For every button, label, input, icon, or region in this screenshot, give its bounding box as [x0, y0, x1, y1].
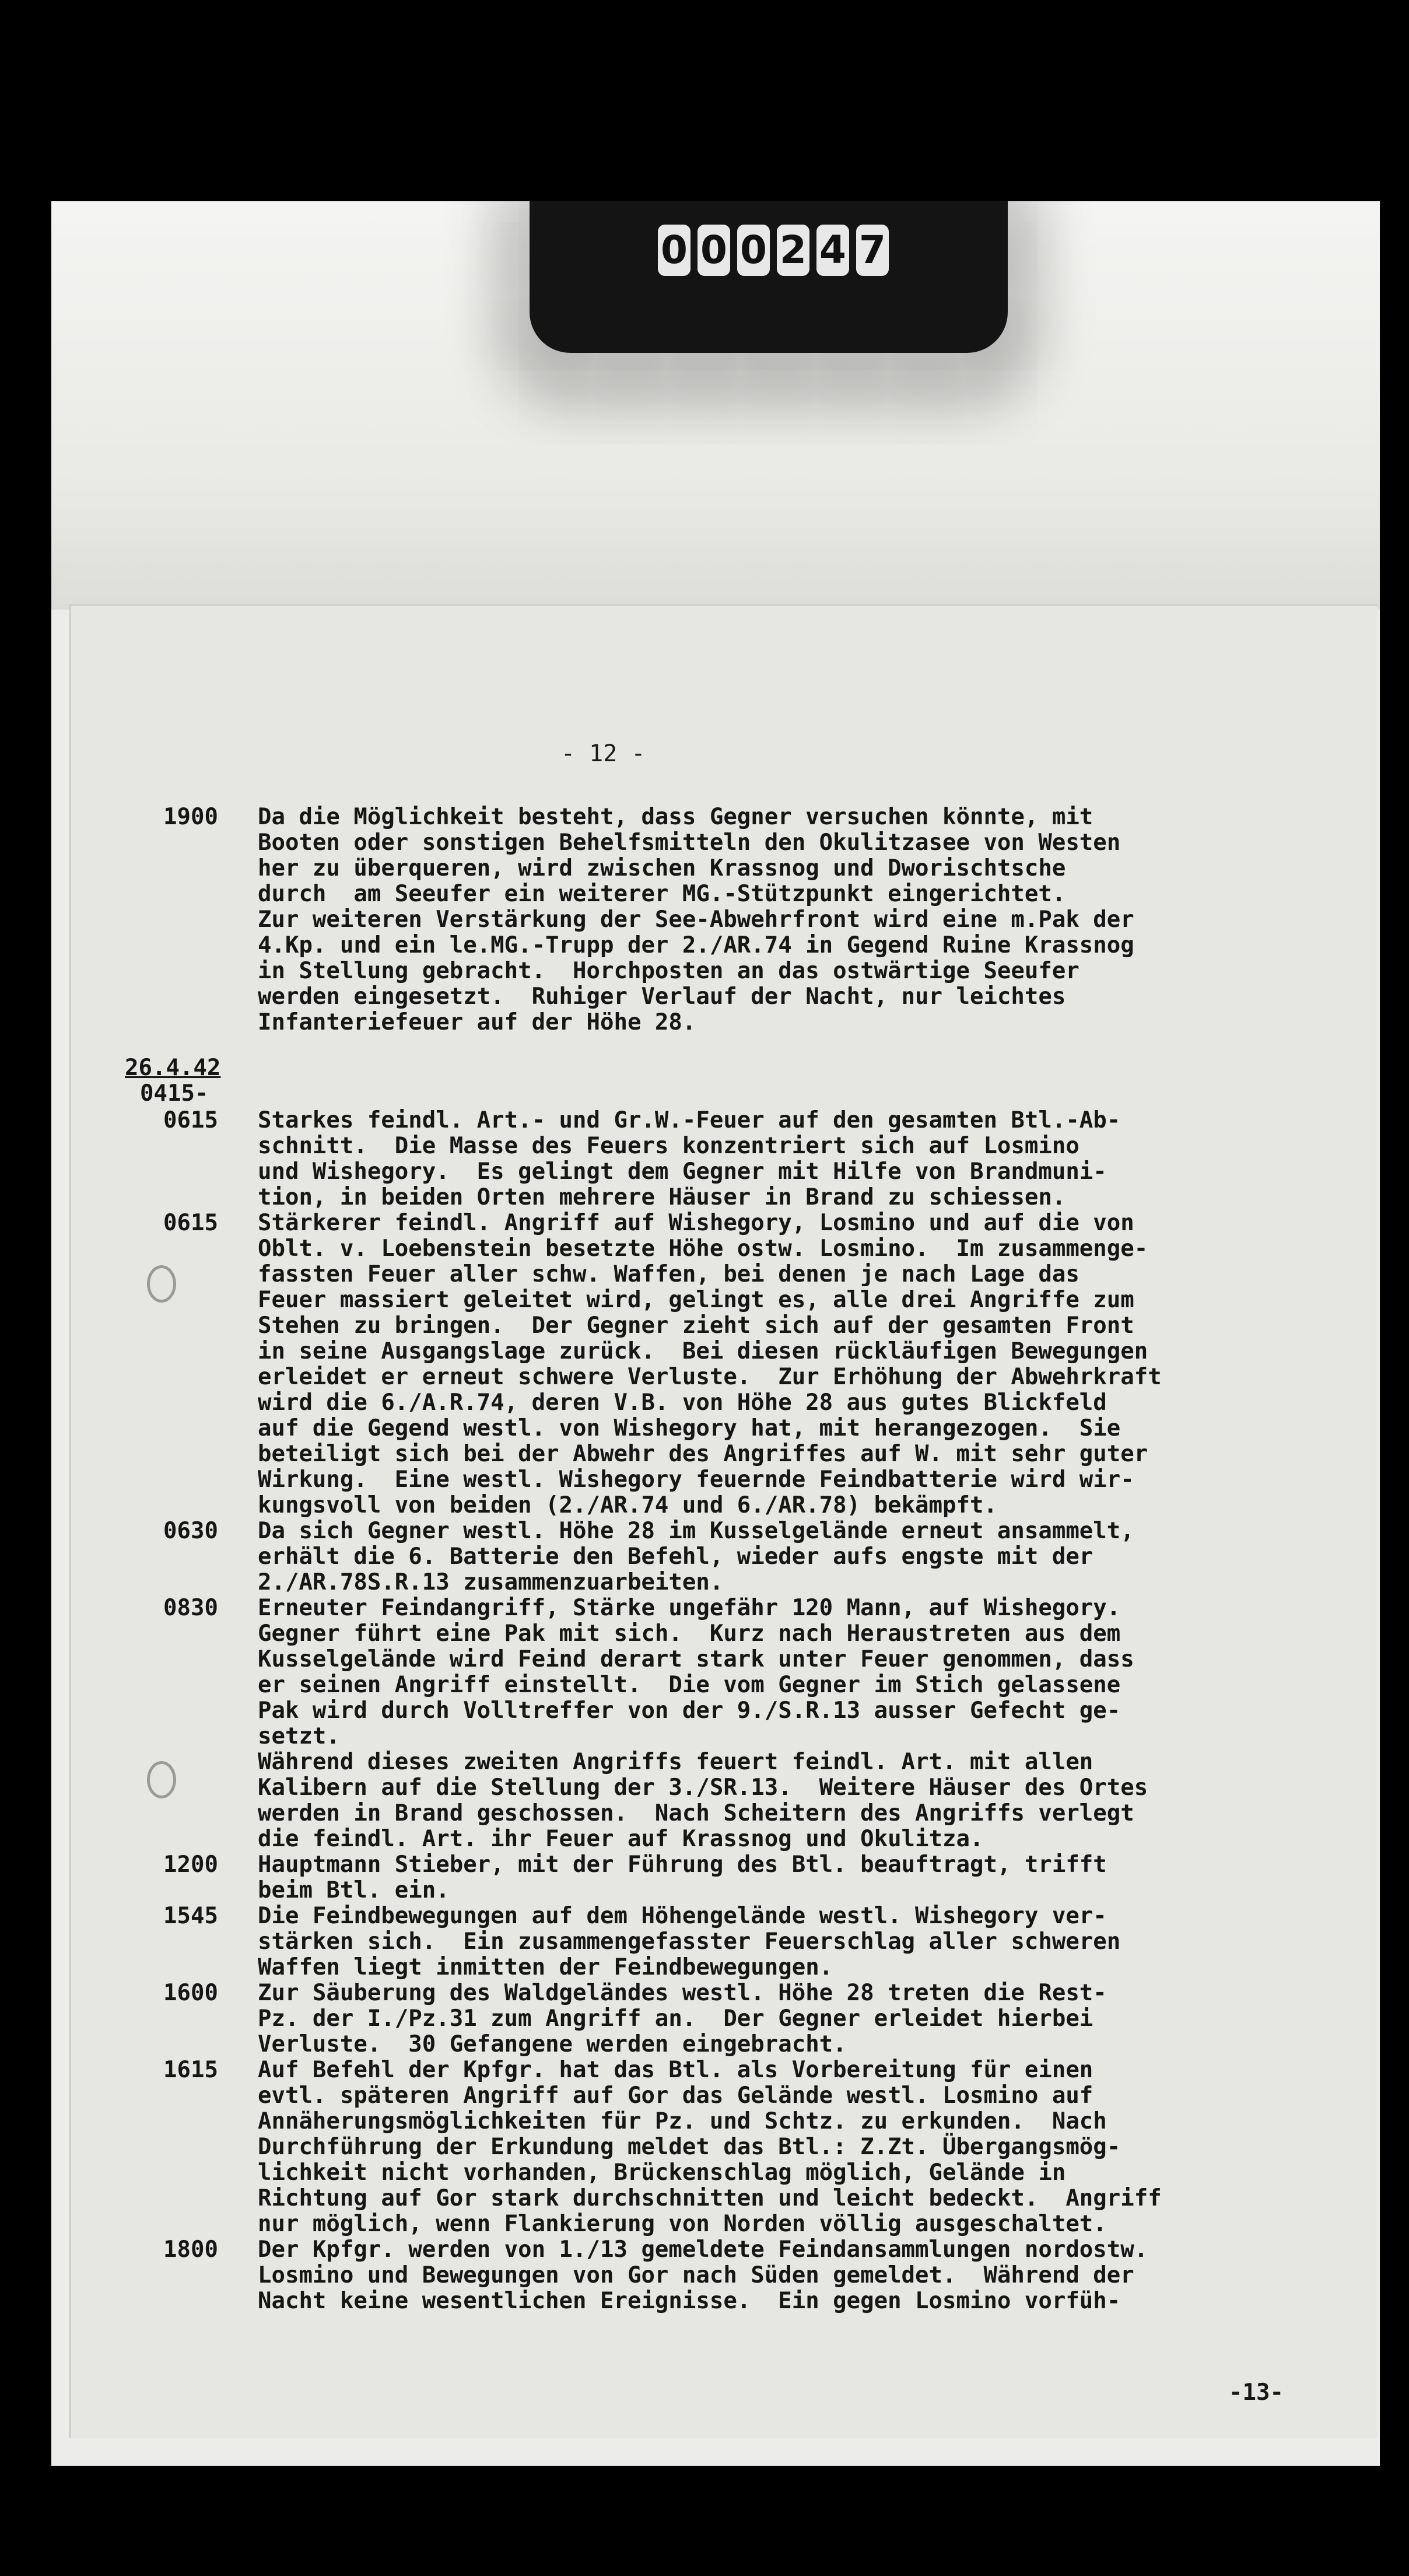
counter-digit: 2 [777, 225, 809, 276]
document-line [71, 1236, 1378, 1262]
document-line [71, 1518, 1378, 1544]
document-line [71, 1313, 1378, 1339]
line-text: Zur weiteren Verstärkung der See-Abwehrfront wird eine m.Pak der [258, 907, 1134, 933]
line-text: Auf Befehl der Kpfgr. hat das Btl. als Vorbereitung für einen [258, 2057, 1093, 2083]
document-line [71, 1749, 1378, 1775]
line-text: Kusselgelände wird Feind derart stark unter Feuer genommen, dass [258, 1646, 1134, 1672]
line-text: Der Kpfgr. werden von 1./13 gemeldete Feindansammlungen nordostw. [258, 2236, 1148, 2263]
document-line [71, 1287, 1378, 1313]
line-text: die feindl. Art. ihr Feuer auf Krassnog und Okulitza. [258, 1826, 984, 1852]
document-line [71, 2083, 1378, 2109]
section-gap [71, 1035, 1378, 1055]
counter-digit: 4 [816, 225, 849, 276]
document-line [71, 1878, 1378, 1903]
document-line [71, 2160, 1378, 2186]
entry-time: 0615 [163, 1210, 218, 1236]
date-entry [71, 1055, 1378, 1108]
document-line [71, 907, 1378, 933]
line-text: werden eingesetzt. Ruhiger Verlauf der Nacht, nur leichtes [258, 984, 1066, 1010]
document-line [71, 1929, 1378, 1955]
line-text: Hauptmann Stieber, mit der Führung des Btl. beauftragt, trifft [258, 1852, 1107, 1878]
document-line [71, 1647, 1378, 1672]
entry-time: 1900 [163, 804, 218, 830]
line-text: erleidet er erneut schwere Verluste. Zur Erhöhung der Abwehrkraft [258, 1364, 1162, 1390]
line-text: er seinen Angriff einstellt. Die vom Gegner im Stich gelassene [258, 1672, 1121, 1698]
document-line [71, 1595, 1378, 1621]
counter-digit: 0 [698, 225, 730, 276]
line-text: Da die Möglichkeit besteht, dass Gegner versuchen könnte, mit [258, 804, 1093, 830]
document-line [71, 1364, 1378, 1390]
document-line [71, 1852, 1378, 1878]
entry-time: 1200 [163, 1852, 218, 1878]
document-line [71, 1775, 1378, 1801]
document-line [71, 1108, 1378, 1133]
line-text: Pz. der I./Pz.31 zum Angriff an. Der Gegner erleidet hierbei [258, 2006, 1093, 2032]
line-text: Losmino und Bewegungen von Gor nach Süden gemeldet. Während der [258, 2262, 1134, 2288]
line-text: kungsvoll von beiden (2./AR.74 und 6./AR.78) bekämpft. [258, 1492, 997, 1518]
line-text: Kalibern auf die Stellung der 3./SR.13. Weitere Häuser des Ortes [258, 1774, 1148, 1801]
document-line [71, 1672, 1378, 1698]
line-text: Booten oder sonstigen Behelfsmitteln den Okulitzasee von Westen [258, 830, 1121, 856]
line-text: Stehen zu bringen. Der Gegner zieht sich auf der gesamten Front [258, 1312, 1134, 1339]
document-line [71, 1416, 1378, 1441]
line-text: 4.Kp. und ein le.MG.-Trupp der 2./AR.74 in Gegend Ruine Krassnog [258, 932, 1134, 958]
document-line [71, 1390, 1378, 1416]
entry-time: 1600 [163, 1980, 218, 2006]
line-text: lichkeit nicht vorhanden, Brückenschlag möglich, Gelände in [258, 2160, 1066, 2186]
line-text: Pak wird durch Volltreffer von der 9./S.R.13 ausser Gefecht ge- [258, 1698, 1121, 1724]
document-line [71, 1185, 1378, 1210]
entry-time: 0615 [163, 1107, 218, 1133]
document-line [71, 1159, 1378, 1185]
counter-digits [658, 225, 889, 276]
counter-digit: 7 [856, 225, 889, 276]
document-line [71, 2057, 1378, 2083]
line-text: 2./AR.78S.R.13 zusammenzuarbeiten. [258, 1569, 724, 1595]
document-line [71, 1010, 1378, 1035]
line-text: fassten Feuer aller schw. Waffen, bei denen je nach Lage das [258, 1261, 1079, 1287]
film-frame [51, 201, 1380, 2466]
line-text: durch am Seeufer ein weiterer MG.-Stützpunkt eingerichtet. [258, 881, 1066, 907]
line-text: Während dieses zweiten Angriffs feuert feindl. Art. mit allen [258, 1749, 1093, 1775]
line-text: Verluste. 30 Gefangene werden eingebracht. [258, 2031, 847, 2057]
line-text: Starkes feindl. Art.- und Gr.W.-Feuer auf den gesamten Btl.-Ab- [258, 1107, 1121, 1133]
document-line [71, 1801, 1378, 1826]
document-line [71, 2263, 1378, 2288]
line-text: beteiligt sich bei der Abwehr des Angriffes auf W. mit sehr guter [258, 1441, 1148, 1467]
line-text: Oblt. v. Loebenstein besetzte Höhe ostw. Losmino. Im zusammenge- [258, 1236, 1148, 1262]
line-text: her zu überqueren, wird zwischen Krassnog und Dworischtsche [258, 855, 1066, 881]
document-line [71, 830, 1378, 856]
document-body [71, 804, 1378, 2314]
document-line [71, 856, 1378, 881]
document-line [71, 2288, 1378, 2314]
line-text: in seine Ausgangslage zurück. Bei diesen rückläufigen Bewegungen [258, 1338, 1148, 1364]
document-line [71, 1724, 1378, 1749]
entry-time: 0630 [163, 1518, 218, 1544]
line-text: Erneuter Feindangriff, Stärke ungefähr 120 Mann, auf Wishegory. [258, 1595, 1121, 1621]
document-line [71, 2186, 1378, 2211]
entry-time: 1615 [163, 2057, 218, 2083]
document-line [71, 1570, 1378, 1595]
line-text: Stärkerer feindl. Angriff auf Wishegory, Losmino und auf die von [258, 1210, 1134, 1236]
document-line [71, 1903, 1378, 1929]
line-text: Die Feindbewegungen auf dem Höhengelände westl. Wishegory ver- [258, 1903, 1107, 1929]
line-text: Waffen liegt inmitten der Feindbewegungen. [258, 1954, 833, 1980]
document-line [71, 881, 1378, 907]
line-text: setzt. [258, 1723, 340, 1749]
document-line [71, 1955, 1378, 1980]
document-line [71, 933, 1378, 958]
line-text: Feuer massiert geleitet wird, gelingt es, alle drei Angriffe zum [258, 1287, 1134, 1313]
document-line [71, 1826, 1378, 1852]
line-text: Da sich Gegner westl. Höhe 28 im Kusselgelände erneut ansammelt, [258, 1518, 1134, 1544]
line-text: erhält die 6. Batterie den Befehl, wieder aufs engste mit der [258, 1544, 1093, 1570]
entry-time: 0830 [163, 1595, 218, 1621]
document-line [71, 2006, 1378, 2032]
line-text: auf die Gegend westl. von Wishegory hat, mit herangezogen. Sie [258, 1415, 1121, 1441]
line-text: Richtung auf Gor stark durchschnitten und leicht bedeckt. Angriff [258, 2185, 1162, 2211]
line-text: evtl. späteren Angriff auf Gor das Gelände westl. Losmino auf [258, 2082, 1093, 2109]
line-text: stärken sich. Ein zusammengefasster Feuerschlag aller schweren [258, 1929, 1121, 1955]
document-line [71, 1621, 1378, 1647]
document-line [71, 1467, 1378, 1493]
line-text: tion, in beiden Orten mehrere Häuser in Brand zu schiessen. [258, 1184, 1066, 1210]
line-text: werden in Brand geschossen. Nach Scheitern des Angriffs verlegt [258, 1800, 1134, 1826]
line-text: Infanteriefeuer auf der Höhe 28. [258, 1009, 696, 1035]
entry-date: 26.4.42 [125, 1055, 221, 1081]
line-text: schnitt. Die Masse des Feuers konzentriert sich auf Losmino [258, 1133, 1079, 1159]
line-text: beim Btl. ein. [258, 1877, 450, 1903]
document-line [71, 2211, 1378, 2237]
entry-time-range: 0415- [140, 1080, 209, 1107]
document-page [69, 604, 1378, 2438]
archive-card [51, 201, 1380, 610]
document-line [71, 1262, 1378, 1287]
document-line [71, 984, 1378, 1010]
document-line [71, 958, 1378, 984]
document-line [71, 1133, 1378, 1159]
document-line [71, 2237, 1378, 2263]
document-line [71, 2032, 1378, 2057]
line-text: Annäherungsmöglichkeiten für Pz. und Schtz. zu erkunden. Nach [258, 2108, 1107, 2134]
entry-time: 1800 [163, 2236, 218, 2263]
document-line [71, 2134, 1378, 2160]
document-line [71, 1210, 1378, 1236]
counter-digit: 0 [658, 225, 691, 276]
frame-counter [530, 201, 1008, 353]
line-text: Wirkung. Eine westl. Wishegory feuernde Feindbatterie wird wir- [258, 1466, 1134, 1493]
line-text: wird die 6./A.R.74, deren V.B. von Höhe 28 aus gutes Blickfeld [258, 1390, 1107, 1416]
entry-time: 1545 [163, 1903, 218, 1929]
page-number-header: - 12 - [561, 740, 646, 767]
document-line [71, 1441, 1378, 1467]
next-page-marker: -13- [1229, 2379, 1284, 2406]
document-line [71, 1493, 1378, 1518]
line-text: Zur Säuberung des Waldgeländes westl. Höhe 28 treten die Rest- [258, 1980, 1107, 2006]
document-line [71, 1339, 1378, 1364]
line-text: Durchführung der Erkundung meldet das Btl.: Z.Zt. Übergangsmög- [258, 2134, 1121, 2160]
document-line [71, 804, 1378, 830]
document-line [71, 1698, 1378, 1724]
document-line [71, 1980, 1378, 2006]
line-text: Nacht keine wesentlichen Ereignisse. Ein gegen Losmino vorfüh- [258, 2288, 1121, 2314]
line-text: nur möglich, wenn Flankierung von Norden völlig ausgeschaltet. [258, 2211, 1107, 2237]
counter-digit: 0 [737, 225, 770, 276]
line-text: in Stellung gebracht. Horchposten an das ostwärtige Seeufer [258, 958, 1079, 984]
line-text: und Wishegory. Es gelingt dem Gegner mit Hilfe von Brandmuni- [258, 1158, 1107, 1185]
document-line [71, 1544, 1378, 1570]
line-text: Gegner führt eine Pak mit sich. Kurz nach Heraustreten aus dem [258, 1620, 1121, 1647]
document-line [71, 2109, 1378, 2134]
